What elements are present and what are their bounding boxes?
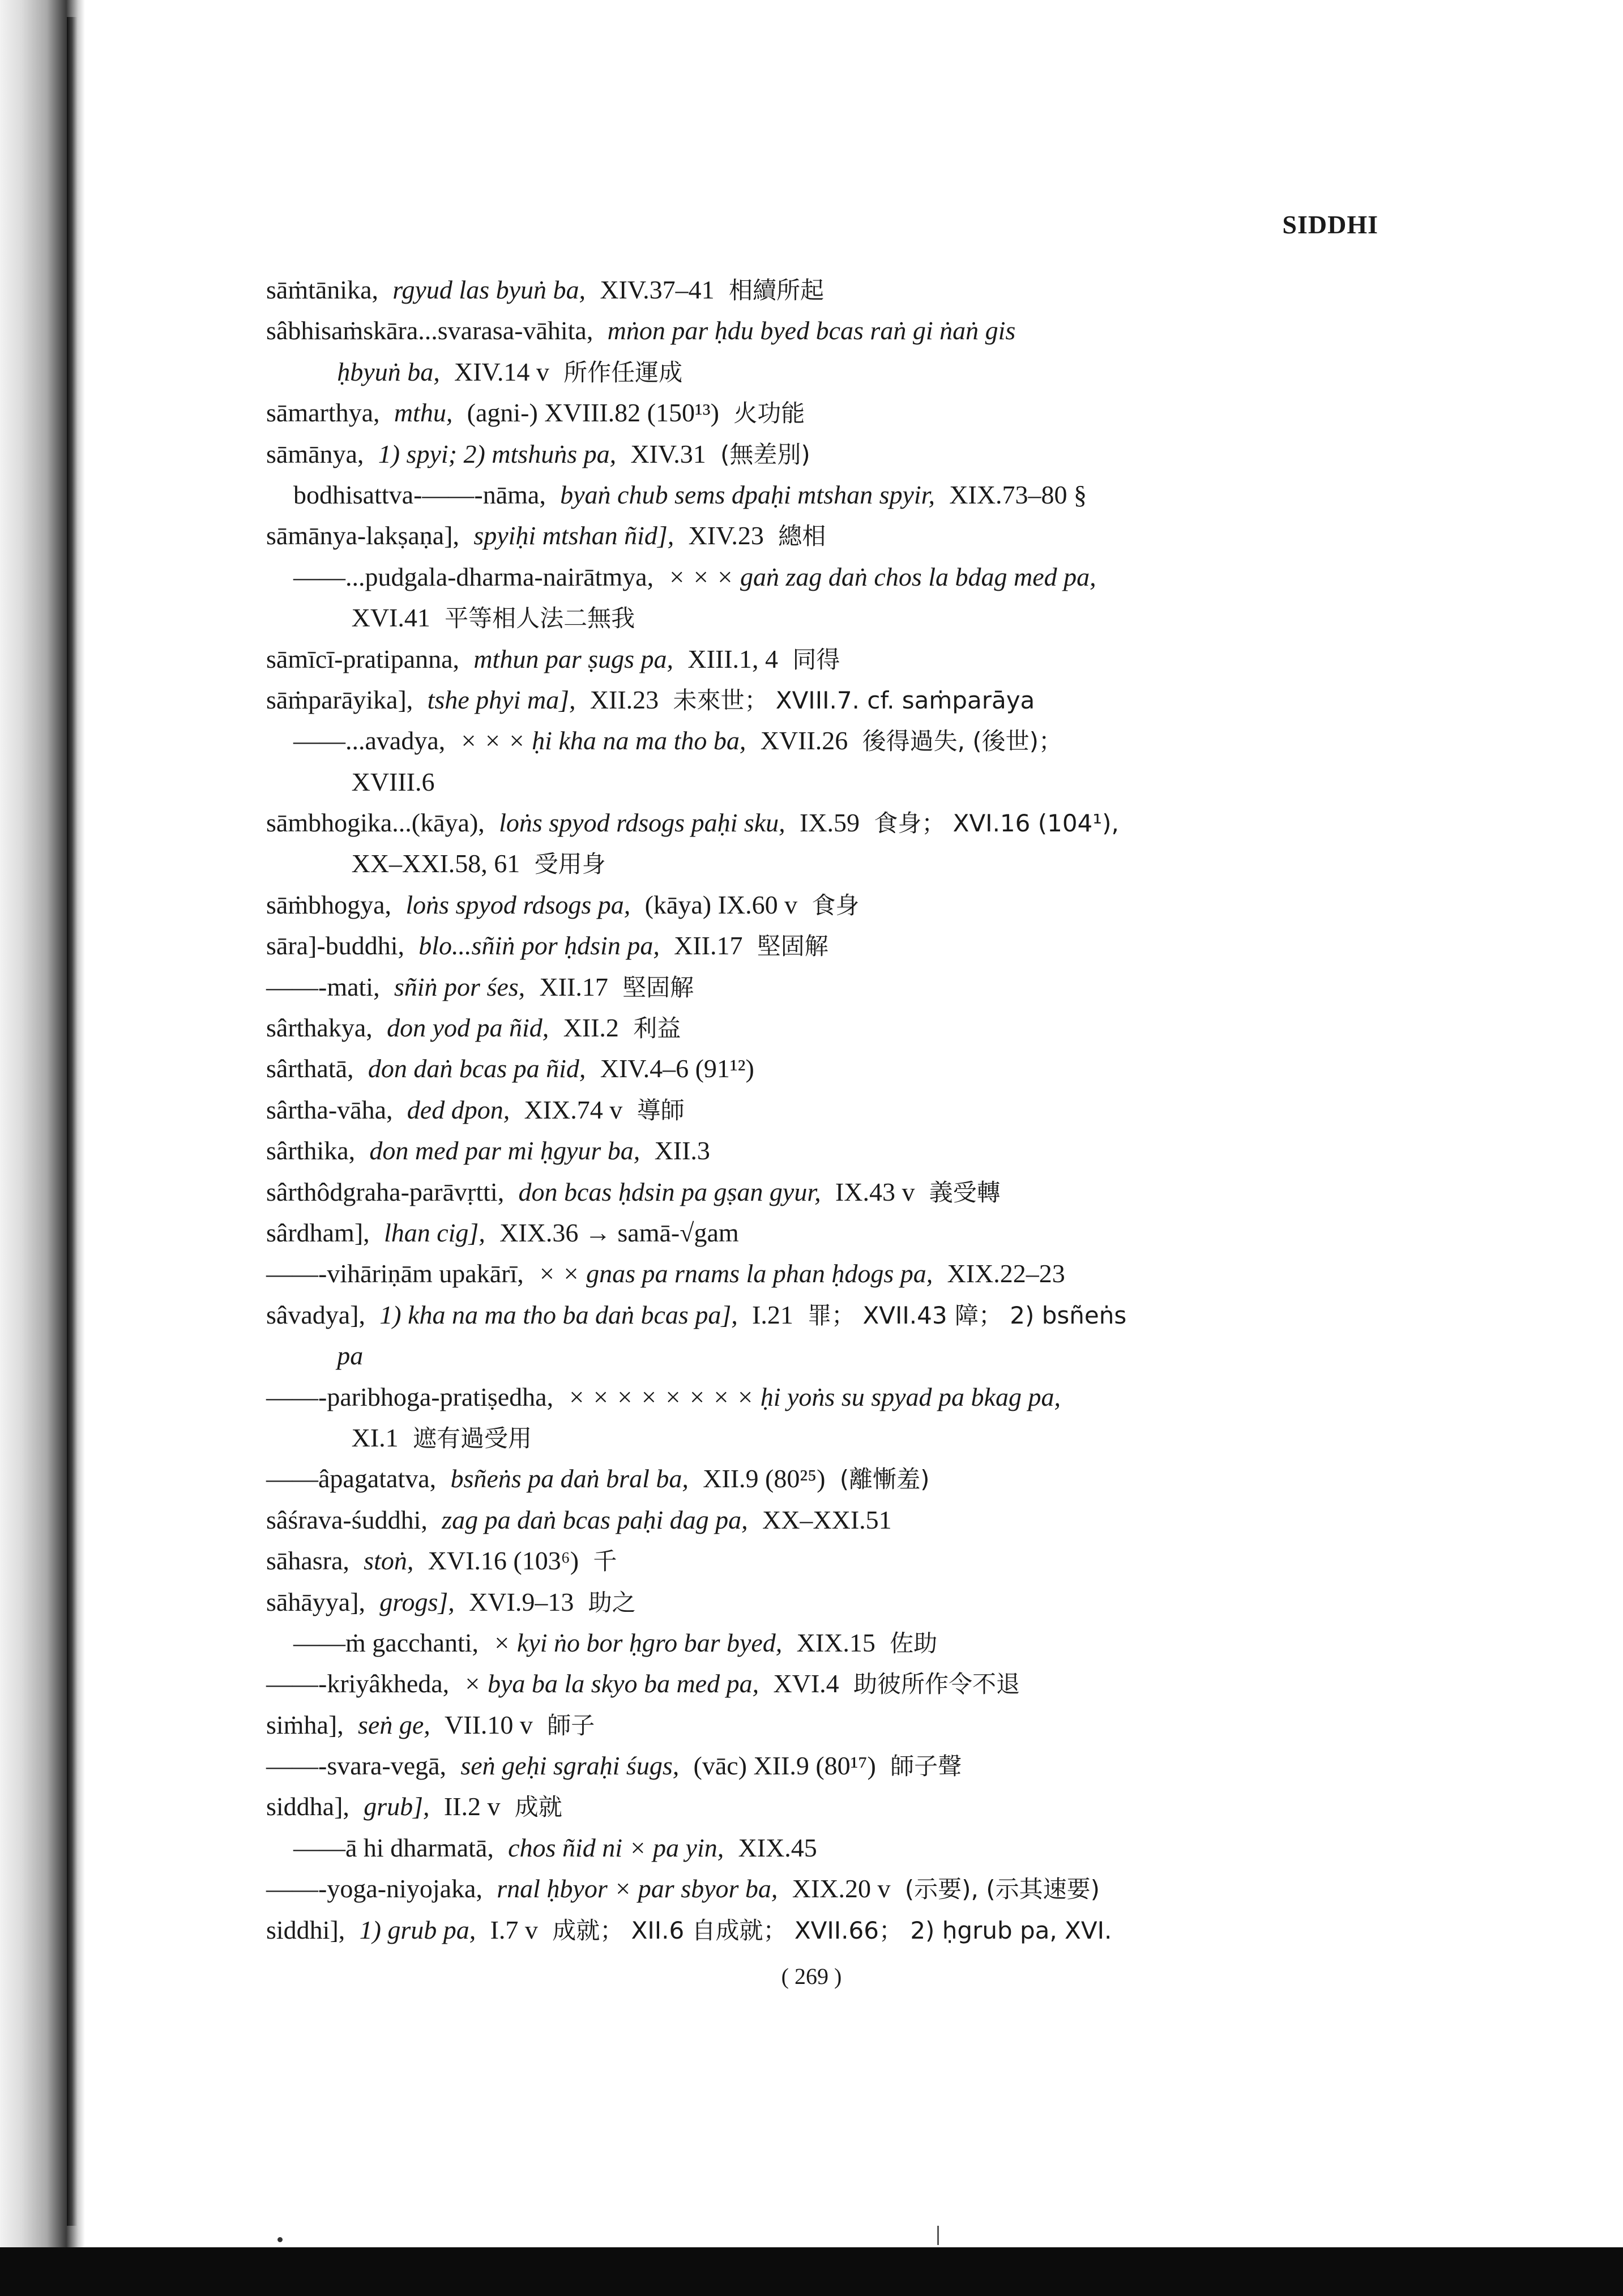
entry-continuation bbox=[266, 762, 1376, 803]
entry-line bbox=[266, 1910, 1376, 1951]
headword: ——...pudgala-dharma-nairātmya, bbox=[293, 562, 654, 591]
entry-continuation bbox=[266, 1418, 1376, 1458]
reference: XIV.23 bbox=[688, 521, 764, 550]
entry-line bbox=[266, 1253, 1376, 1294]
tibetan-equivalent: × × × gaṅ zag daṅ chos la bdag med pa, bbox=[668, 562, 1096, 591]
headword: sâbhisaṁskāra...svarasa-vāhita, bbox=[266, 316, 593, 345]
chinese-equivalent: 成就； XII.6 自成就； XVII.66； 2) ḥgrub pa, XVI. bbox=[552, 1916, 1112, 1944]
entry-line bbox=[266, 434, 1376, 475]
entry-line bbox=[266, 680, 1376, 720]
reference: (vāc) XII.9 (80¹⁷) bbox=[693, 1751, 876, 1781]
headword: ——ṁ gacchanti, bbox=[293, 1628, 479, 1657]
entry-subentry bbox=[266, 1828, 1376, 1868]
entry-continuation bbox=[266, 352, 1376, 392]
tibetan-equivalent: loṅs spyod rdsogs pa, bbox=[405, 890, 631, 919]
tibetan-equivalent: grub], bbox=[364, 1792, 430, 1821]
reference: I.21 bbox=[752, 1300, 793, 1329]
entry-continuation bbox=[266, 843, 1376, 884]
reference: (kāya) IX.60 v bbox=[644, 890, 798, 919]
reference: VII.10 v bbox=[445, 1710, 533, 1739]
tibetan-equivalent: ded dpon, bbox=[407, 1095, 510, 1124]
tibetan-equivalent: bsñeṅs pa daṅ bral ba, bbox=[450, 1464, 689, 1493]
tibetan-equivalent: chos ñid ni × pa yin, bbox=[508, 1833, 724, 1862]
reference: (agni-) XVIII.82 (150¹³) bbox=[467, 398, 719, 428]
tibetan-equivalent: × bya ba la skyo ba med pa, bbox=[463, 1669, 759, 1698]
headword: sāhāyya], bbox=[266, 1587, 365, 1616]
chinese-equivalent: (離慚羞) bbox=[839, 1465, 930, 1493]
headword: ——âpagatatva, bbox=[266, 1464, 437, 1493]
reference: XVIII.6 bbox=[351, 767, 435, 796]
chinese-equivalent: 義受轉 bbox=[929, 1178, 1001, 1206]
entry-line bbox=[266, 639, 1376, 680]
entry-line bbox=[266, 1213, 1376, 1253]
tibetan-equivalent: don daṅ bcas pa ñid, bbox=[368, 1054, 586, 1083]
reference: IX.59 bbox=[799, 808, 860, 838]
tibetan-equivalent: tshe phyi ma], bbox=[427, 685, 576, 714]
headword: siddha], bbox=[266, 1792, 349, 1821]
tibetan-equivalent: byaṅ chub sems dpaḥi mtshan spyir, bbox=[560, 480, 935, 509]
tibetan-equivalent: mthu, bbox=[394, 398, 453, 428]
headword: siṁha], bbox=[266, 1710, 344, 1739]
entry-line bbox=[266, 1500, 1376, 1540]
reference: XIX.45 bbox=[738, 1833, 817, 1862]
entry-line bbox=[266, 310, 1376, 351]
entry-line bbox=[266, 1663, 1376, 1704]
chinese-equivalent: 千 bbox=[593, 1547, 617, 1576]
headword: ——-kriyâkheda, bbox=[266, 1669, 450, 1698]
headword: sârthakya, bbox=[266, 1013, 373, 1043]
headword: sāmānya-lakṣaṇa], bbox=[266, 521, 460, 550]
chinese-equivalent: 所作任運成 bbox=[563, 358, 683, 386]
headword: ——-yoga-niyojaka, bbox=[266, 1874, 482, 1904]
reference: XVI.9–13 bbox=[469, 1587, 574, 1616]
tibetan-equivalent: zag pa daṅ bcas paḥi dag pa, bbox=[442, 1505, 748, 1534]
tibetan-equivalent: pa bbox=[337, 1341, 364, 1371]
tibetan-equivalent: seṅ geḥi sgraḥi śugs, bbox=[460, 1751, 680, 1781]
chinese-equivalent: 食身； XVI.16 (104¹), bbox=[874, 809, 1119, 838]
chinese-equivalent: 總相 bbox=[778, 522, 826, 550]
reference: II.2 v bbox=[443, 1792, 501, 1821]
reference: XIX.15 bbox=[796, 1628, 875, 1657]
reference: XVI.4 bbox=[773, 1669, 839, 1698]
headword: sârthôdgraha-parāvṛtti, bbox=[266, 1177, 505, 1206]
reference: XIV.31 bbox=[630, 439, 706, 468]
entry-line bbox=[266, 1705, 1376, 1746]
headword: sāmbhogika...(kāya), bbox=[266, 808, 485, 838]
reference: I.7 v bbox=[490, 1915, 538, 1944]
page-number: ( 269 ) bbox=[781, 1964, 842, 1989]
entry-line bbox=[266, 1295, 1376, 1335]
reference: XIX.74 v bbox=[524, 1095, 623, 1124]
headword: ——-vihāriṇām upakārī, bbox=[266, 1259, 524, 1288]
chinese-equivalent: 平等相人法二無我 bbox=[445, 604, 635, 633]
entry-line bbox=[266, 1868, 1376, 1909]
reference: XIX.73–80 § bbox=[949, 480, 1087, 509]
entry-line bbox=[266, 1008, 1376, 1048]
binding-edge bbox=[67, 17, 77, 2226]
chinese-equivalent: 利益 bbox=[633, 1014, 681, 1043]
reference: XIV.37–41 bbox=[600, 275, 715, 304]
entry-line bbox=[266, 967, 1376, 1008]
reference: XII.17 bbox=[539, 972, 608, 1001]
tibetan-equivalent: spyiḥi mtshan ñid], bbox=[473, 521, 674, 550]
reference: XVI.41 bbox=[351, 603, 430, 633]
entry-line bbox=[266, 803, 1376, 843]
reference: XI.1 bbox=[351, 1423, 399, 1452]
chinese-equivalent: 後得過失, (後世)； bbox=[862, 727, 1063, 756]
headword: sāṁtānika, bbox=[266, 275, 378, 304]
entry-line bbox=[266, 1172, 1376, 1213]
headword: sāmarthya, bbox=[266, 398, 380, 428]
tibetan-equivalent: × × × × × × × × ḥi yoṅs su spyad pa bkag pa, bbox=[567, 1382, 1061, 1411]
chinese-equivalent: 佐助 bbox=[890, 1629, 938, 1657]
tibetan-equivalent: 1) grub pa, bbox=[359, 1915, 476, 1944]
chinese-equivalent: 助彼所作令不退 bbox=[853, 1670, 1020, 1698]
chinese-equivalent: 堅固解 bbox=[757, 932, 828, 961]
reference: XII.3 bbox=[654, 1136, 710, 1166]
tibetan-equivalent: × × × ḥi kha na ma tho ba, bbox=[459, 726, 746, 756]
chinese-equivalent: 相續所起 bbox=[728, 276, 824, 304]
entry-line bbox=[266, 392, 1376, 433]
entry-subentry bbox=[266, 720, 1376, 761]
tibetan-equivalent: stoṅ, bbox=[364, 1546, 414, 1576]
tibetan-equivalent: lhan cig], bbox=[383, 1218, 485, 1247]
entry-line bbox=[266, 1048, 1376, 1089]
scan-bottom-border bbox=[0, 2247, 1623, 2296]
headword: sârthatā, bbox=[266, 1054, 354, 1083]
tibetan-equivalent: seṅ ge, bbox=[358, 1710, 430, 1739]
scan-speck bbox=[277, 2237, 283, 2242]
tibetan-equivalent: × × gnas pa rnams la phan ḥdogs pa, bbox=[538, 1259, 933, 1288]
tibetan-equivalent: × kyi ṅo bor ḥgro bar byed, bbox=[493, 1628, 783, 1657]
tibetan-equivalent: don yod pa ñid, bbox=[387, 1013, 549, 1043]
reference: XII.23 bbox=[590, 685, 659, 714]
entry-subentry bbox=[266, 557, 1376, 598]
tibetan-equivalent: grogs], bbox=[379, 1587, 455, 1616]
running-head: SIDDHI bbox=[1282, 210, 1378, 239]
chinese-equivalent: 師子聲 bbox=[890, 1752, 962, 1781]
chinese-equivalent: 堅固解 bbox=[622, 973, 694, 1001]
headword: bodhisattva-——-nāma, bbox=[293, 480, 546, 509]
reference: XIX.20 v bbox=[792, 1874, 891, 1904]
reference: IX.43 v bbox=[835, 1177, 915, 1206]
reference: XVI.16 (103⁶) bbox=[428, 1546, 579, 1576]
headword: sāra]-buddhi, bbox=[266, 931, 404, 961]
entry-subentry bbox=[266, 1623, 1376, 1663]
headword: ——...avadya, bbox=[293, 726, 446, 756]
tibetan-equivalent: 1) spyi; 2) mtshuṅs pa, bbox=[378, 439, 617, 468]
tibetan-equivalent: rnal ḥbyor × par sbyor ba, bbox=[497, 1874, 778, 1904]
tibetan-equivalent: don med par mi ḥgyur ba, bbox=[369, 1136, 640, 1166]
chinese-equivalent: (無差別) bbox=[720, 440, 810, 468]
tibetan-equivalent: 1) kha na ma tho ba daṅ bcas pa], bbox=[379, 1300, 738, 1329]
entry-line bbox=[266, 1130, 1376, 1171]
headword: sâvadya], bbox=[266, 1300, 365, 1329]
reference: XIV.14 v bbox=[454, 357, 549, 386]
reference: XII.2 bbox=[563, 1013, 619, 1043]
chinese-equivalent: 未來世； XVIII.7. cf. saṁparāya bbox=[673, 686, 1035, 714]
scan-mark bbox=[937, 2226, 939, 2245]
chinese-equivalent: 同得 bbox=[792, 645, 840, 673]
reference: XVII.26 bbox=[760, 726, 848, 756]
entry-line bbox=[266, 1540, 1376, 1581]
reference: XX–XXI.58, 61 bbox=[351, 849, 520, 878]
entry-continuation bbox=[266, 1335, 1376, 1376]
chinese-equivalent: 遮有過受用 bbox=[412, 1424, 532, 1452]
tibetan-equivalent: loṅs spyod rdsogs paḥi sku, bbox=[499, 808, 785, 838]
reference: XII.9 (80²⁵) bbox=[703, 1464, 826, 1493]
entry-line bbox=[266, 1377, 1376, 1418]
entry-line bbox=[266, 1090, 1376, 1130]
entry-line bbox=[266, 1746, 1376, 1786]
reference: XIX.36 → samā-√gam bbox=[499, 1218, 739, 1247]
chinese-equivalent: 導師 bbox=[637, 1096, 685, 1124]
tibetan-equivalent: mthun par ṣugs pa, bbox=[473, 644, 674, 673]
chinese-equivalent: 成就 bbox=[514, 1793, 562, 1821]
tibetan-equivalent: ḥbyuṅ ba, bbox=[337, 357, 440, 386]
chinese-equivalent: 食身 bbox=[812, 891, 860, 919]
headword: ——ā hi dharmatā, bbox=[293, 1833, 494, 1862]
reference: XIII.1, 4 bbox=[687, 644, 779, 673]
tibetan-equivalent: mṅon par ḥdu byed bcas raṅ gi ṅaṅ gis bbox=[607, 316, 1016, 345]
headword: siddhi], bbox=[266, 1915, 345, 1944]
entry-line bbox=[266, 1582, 1376, 1623]
tibetan-equivalent: sñiṅ por śes, bbox=[394, 972, 526, 1001]
headword: ——-paribhoga-pratiṣedha, bbox=[266, 1382, 554, 1411]
reference: XIV.4–6 (91¹²) bbox=[600, 1054, 754, 1083]
entry-line bbox=[266, 925, 1376, 966]
headword: sāmānya, bbox=[266, 439, 364, 468]
entry-line bbox=[266, 515, 1376, 556]
entry-continuation bbox=[266, 598, 1376, 638]
entry-line bbox=[266, 270, 1376, 310]
dictionary-entries bbox=[266, 270, 1376, 1951]
headword: sârtha-vāha, bbox=[266, 1095, 393, 1124]
tibetan-equivalent: rgyud las byuṅ ba, bbox=[392, 275, 586, 304]
headword: sârthika, bbox=[266, 1136, 356, 1166]
reference: XX–XXI.51 bbox=[762, 1505, 892, 1534]
headword: sāmīcī-pratipanna, bbox=[266, 644, 460, 673]
reference: XIX.22–23 bbox=[947, 1259, 1065, 1288]
headword: sâśrava-śuddhi, bbox=[266, 1505, 428, 1534]
reference: XII.17 bbox=[674, 931, 743, 961]
chinese-equivalent: (示要), (示其速要) bbox=[904, 1875, 1100, 1904]
tibetan-equivalent: don bcas ḥdsin pa gṣan gyur, bbox=[518, 1177, 821, 1206]
headword: sârdham], bbox=[266, 1218, 370, 1247]
entry-subentry bbox=[266, 475, 1376, 515]
chinese-equivalent: 火功能 bbox=[733, 399, 805, 428]
headword: sāṁbhogya, bbox=[266, 890, 392, 919]
tibetan-equivalent: blo...sñiṅ por ḥdsin pa, bbox=[418, 931, 660, 961]
chinese-equivalent: 師子 bbox=[547, 1711, 595, 1739]
chinese-equivalent: 罪； XVII.43 障； 2) bsñeṅs bbox=[808, 1301, 1127, 1329]
entry-line bbox=[266, 1786, 1376, 1827]
entry-line bbox=[266, 1458, 1376, 1499]
headword: sāṁparāyika], bbox=[266, 685, 413, 714]
headword: sāhasra, bbox=[266, 1546, 349, 1576]
chinese-equivalent: 受用身 bbox=[534, 850, 606, 878]
chinese-equivalent: 助之 bbox=[588, 1588, 636, 1616]
entry-line bbox=[266, 885, 1376, 925]
headword: ——-svara-vegā, bbox=[266, 1751, 447, 1781]
headword: ——-mati, bbox=[266, 972, 380, 1001]
